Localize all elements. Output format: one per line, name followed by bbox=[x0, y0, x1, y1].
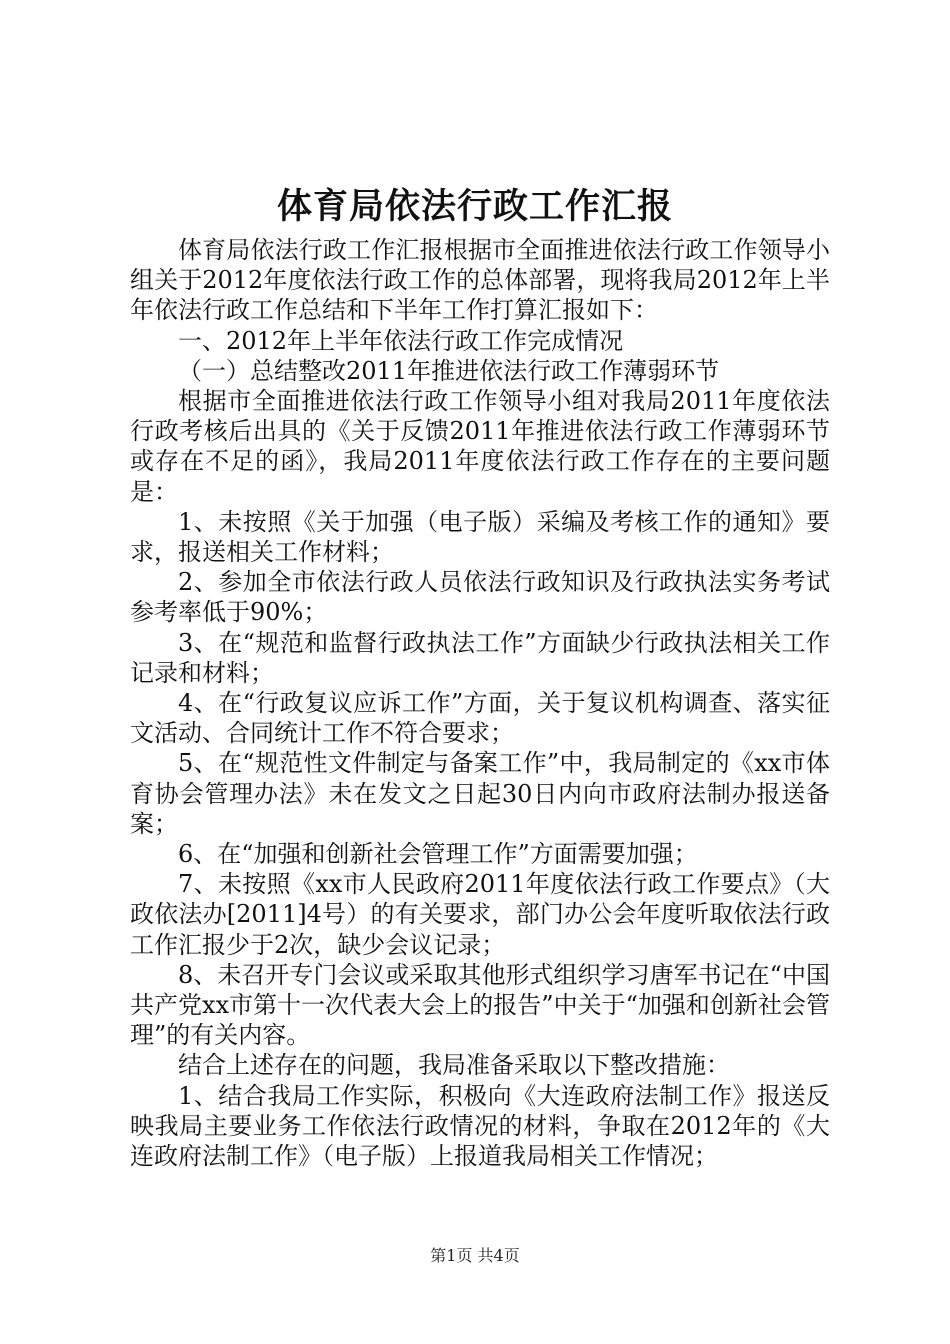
section-heading-1: 一、2012年上半年依法行政工作完成情况 bbox=[178, 326, 624, 355]
document-body bbox=[130, 235, 830, 1171]
page-footer: 第1页 共4页 bbox=[430, 1246, 520, 1265]
problem-item-1: 1、未按照《关于加强（电子版）采编及考核工作的通知》要求，报送相关工作材料； bbox=[130, 507, 830, 567]
problem-item-6: 6、在“加强和创新社会管理工作”方面需要加强； bbox=[178, 840, 698, 869]
paragraph-problems-intro: 根据市全面推进依法行政工作领导小组对我局2011年度依法行政考核后出具的《关于反馈2011年推进依法行政工作薄弱环节或存在不足的函》，我局2011年度依法行政工作存在的主要问题是： bbox=[130, 387, 830, 506]
problem-item-3: 3、在“规范和监督行政执法工作”方面缺少行政执法相关工作记录和材料； bbox=[130, 628, 830, 687]
paragraph-measures-intro: 结合上述存在的问题，我局准备采取以下整改措施： bbox=[178, 1051, 730, 1080]
problem-item-7: 7、未按照《xx市人民政府2011年度依法行政工作要点》（大政依法办[2011]4号）的有关要求，部门办公会年度听取依法行政工作汇报少于2次，缺少会议记录； bbox=[130, 870, 830, 959]
problem-item-2: 2、参加全市依法行政人员依法行政知识及行政执法实务考试参考率低于90%； bbox=[130, 568, 830, 627]
measure-item-1: 1、结合我局工作实际，积极向《大连政府法制工作》报送反映我局主要业务工作依法行政情况的材料，争取在2012年的《大连政府法制工作》（电子版）上报道我局相关工作情况； bbox=[130, 1081, 830, 1171]
problem-item-4: 4、在“行政复议应诉工作”方面，关于复议机构调查、落实征文活动、合同统计工作不符合要求； bbox=[130, 689, 830, 748]
subsection-heading-1: （一）总结整改2011年推进依法行政工作薄弱环节 bbox=[178, 356, 720, 385]
problem-item-8: 8、未召开专门会议或采取其他形式组织学习唐军书记在“中国共产党xx市第十一次代表大会上的报告”中关于“加强和创新社会管理”的有关内容。 bbox=[130, 960, 830, 1050]
problem-item-5: 5、在“规范性文件制定与备案工作”中，我局制定的《xx市体育协会管理办法》未在发文之日起30日内向市政府法制办报送备案； bbox=[130, 749, 830, 838]
paragraph-intro: 体育局依法行政工作汇报根据市全面推进依法行政工作领导小组关于2012年度依法行政工作的总体部署，现将我局2012年上半年依法行政工作总结和下半年工作打算汇报如下： bbox=[130, 236, 830, 325]
document-title: 体育局依法行政工作汇报 bbox=[276, 186, 673, 227]
